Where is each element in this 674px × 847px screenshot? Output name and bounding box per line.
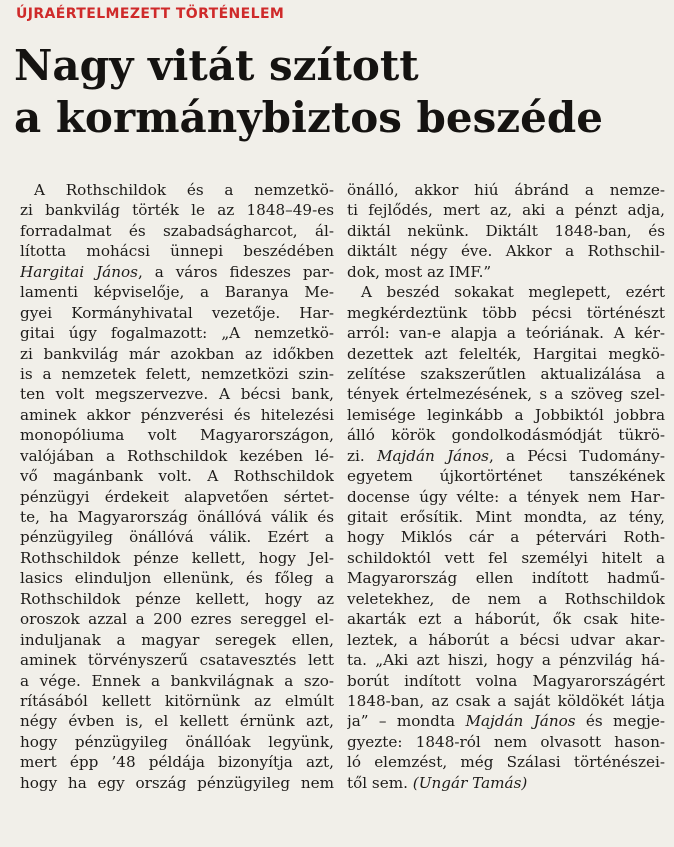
article-column-left (20, 180, 334, 793)
text-line: Magyarország ellen indított hadmű- (347, 569, 665, 588)
text-line: diktál nekünk. Diktált 1848-ban, és (347, 221, 665, 240)
text-line: rításából kellett kitörnünk az elmúlt (20, 691, 334, 710)
text-line: oroszok azzal a 200 ezres sereggel el- (20, 610, 334, 629)
text-line: zelítése szakszerűtlen aktualizálása a (347, 364, 665, 383)
text-line: lította mohácsi ünnepi beszédében (20, 242, 334, 261)
text-line: mert épp ’48 példája bizonyítja azt, (20, 753, 334, 772)
text-line: hogy ha egy ország pénzügyileg nem (20, 773, 334, 792)
text-line: Rothschildok pénze kellett, hogy Jel- (20, 548, 334, 567)
text-line: aminek akkor pénzverési és hitelezési (20, 405, 334, 424)
text-line: lamenti képviselője, a Baranya Me- (20, 283, 334, 302)
text-line: hogy Miklós cár a pétervári Roth- (347, 528, 665, 547)
text-line: ta. „Aki azt hiszi, hogy a pénzvilág há- (347, 651, 665, 670)
text-line: 1848-ban, az csak a saját köldökét látja (347, 691, 665, 710)
text-line: lasics elinduljon ellenünk, és főleg a (20, 569, 334, 588)
text-line: docense úgy vélte: a tények nem Har- (347, 487, 665, 506)
text-line: ti fejlődés, mert az, aki a pénzt adja, (347, 201, 665, 220)
text-line: akarták ezt a háborút, ők csak hite- (347, 610, 665, 629)
section-kicker: ÚJRAÉRTELMEZETT TÖRTÉNELEM (16, 6, 285, 22)
text-line: aminek törvényszerű csatavesztés lett (20, 651, 334, 670)
text-line: induljanak a magyar seregek ellen, (20, 630, 334, 649)
text-line: négy évben is, el kellett érnünk azt, (20, 712, 334, 731)
text-line: forradalmat és szabadságharcot, ál- (20, 221, 334, 240)
article-headline (14, 40, 664, 144)
headline-line-1: Nagy vitát szított (14, 41, 419, 90)
text-line: önálló, akkor hiú ábránd a nemze- (347, 181, 665, 199)
text-line: veletekhez, de nem a Rothschildok (347, 589, 665, 608)
text-line: gyei Kormányhivatal vezetője. Har- (20, 303, 334, 322)
final-text: től sem. (347, 773, 408, 792)
text-line: A Rothschildok és a nemzetkö- (34, 181, 334, 199)
text-line: arról: van-e alapja a teóriának. A kér- (347, 324, 665, 343)
author-byline: (Ungár Tamás) (412, 773, 528, 792)
text-line: tények értelmezésének, s a szöveg szel- (347, 385, 665, 404)
text-line: vő magánbank volt. A Rothschildok (20, 467, 334, 486)
text-line: pénzügyi érdekeit alapvetően sértet- (20, 487, 334, 506)
text-line: Rothschildok pénze kellett, hogy az (20, 589, 334, 608)
text-line: ló elemzést, még Szálasi történészei- (347, 753, 665, 772)
article-column-right (347, 180, 665, 793)
text-line: pénzügyileg önállóvá válik. Ezért a (20, 528, 334, 547)
text-line: zi bankvilág már azokban az időkben (20, 344, 334, 363)
text-line: lemisége leginkább a Jobbiktól jobbra (347, 405, 665, 424)
text-line: dezettek azt felelték, Hargitai megkö- (347, 344, 665, 363)
text-line: borút indított volna Magyarországért (347, 671, 665, 690)
text-line: dok, most az IMF.” (347, 262, 492, 281)
headline-line-2: a kormánybiztos beszéde (14, 93, 603, 142)
text-line: zi bankvilág törték le az 1848–49-es (20, 201, 334, 220)
text-line: A beszéd sokakat meglepett, ezért (361, 283, 665, 302)
text-line: gitai úgy fogalmazott: „A nemzetkö- (20, 324, 334, 343)
text-line: leztek, a háborút a bécsi udvar akar- (347, 630, 665, 649)
text-line: diktált négy éve. Akkor a Rothschil- (347, 242, 665, 261)
text-line: valójában a Rothschildok kezében lé- (20, 446, 334, 465)
text-line: gyezte: 1848-ról nem olvasott hason- (347, 732, 665, 751)
text-line: hogy pénzügyileg önállóak legyünk, (20, 732, 334, 751)
text-line: is a nemzetek felett, nemzetközi szin- (20, 364, 334, 383)
text-line: gitait erősítik. Mint mondta, az tény, (347, 508, 665, 526)
text-line: zi. Majdán János, a Pécsi Tudomány- (347, 446, 665, 465)
text-line: álló körök gondolkodásmódját tükrö- (347, 426, 665, 445)
text-line: megkérdeztünk több pécsi történészt (347, 303, 665, 322)
text-line: ten volt megszervezve. A bécsi bank, (20, 385, 334, 404)
text-line: a vége. Ennek a bankvilágnak a szo- (20, 671, 334, 690)
text-line: monopóliuma volt Magyarországon, (20, 426, 334, 445)
text-line: ja” – mondta Majdán János és megje- (347, 712, 665, 731)
text-line: te, ha Magyarország önállóvá válik és (20, 508, 334, 526)
text-line-final (347, 773, 665, 793)
text-line: Hargitai János, a város fideszes par- (20, 262, 334, 281)
text-line: egyetem újkortörténet tanszékének (347, 467, 665, 486)
text-line: schildoktól vett fel személyi hitelt a (347, 548, 665, 567)
